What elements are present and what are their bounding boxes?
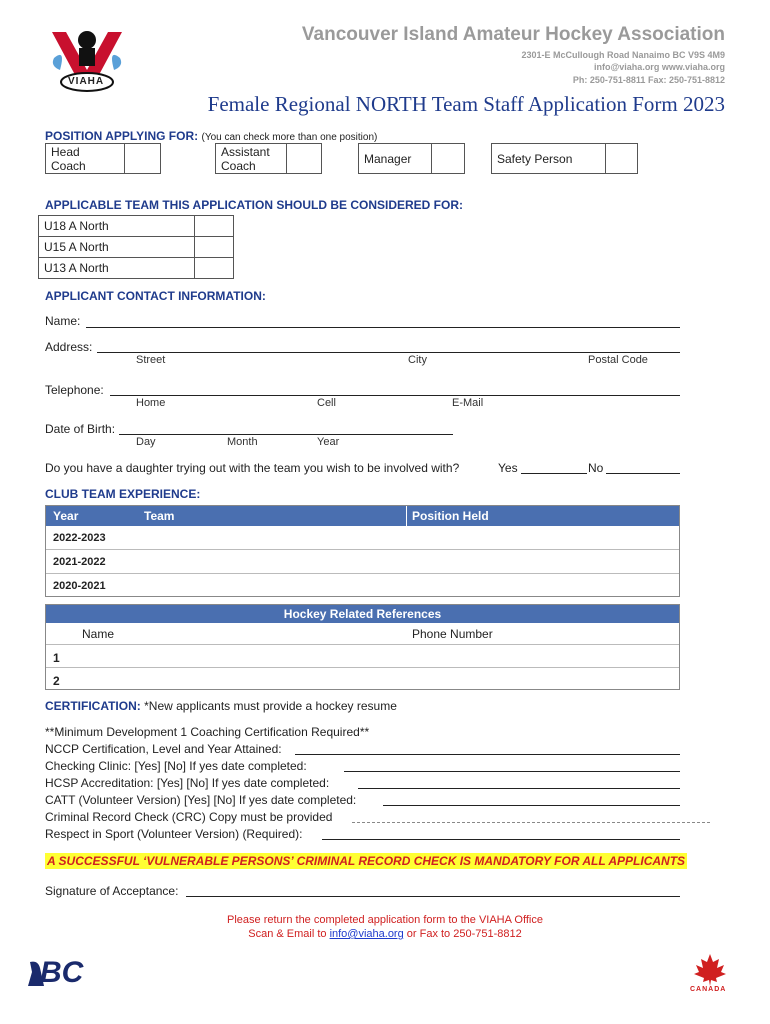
org-address: 2301-E McCullough Road Nanaimo BC V9S 4M9 [521,50,725,60]
address-city-label: City [408,354,427,366]
org-web: info@viaha.org www.viaha.org [594,62,725,72]
address-postal-label: Postal Code [588,354,648,366]
contact-heading: APPLICANT CONTACT INFORMATION: [45,289,266,303]
catt-label: CATT (Volunteer Version) [Yes] [No] If yes date completed: [45,793,357,807]
head-coach-checkbox[interactable] [124,143,161,174]
references-header-row [46,623,679,645]
team-checkbox[interactable] [195,258,234,279]
team-table [38,215,234,279]
daughter-no-field[interactable] [606,473,680,474]
crc-label: Criminal Record Check (CRC) Copy must be provided [45,810,333,824]
org-name: Vancouver Island Amateur Hockey Association [301,24,725,45]
min-cert-requirement: **Minimum Development 1 Coaching Certification Required** [45,725,370,739]
maple-leaf-icon [686,952,734,986]
crc-field[interactable] [352,822,710,823]
dob-label: Date of Birth: [45,422,116,436]
club-table [45,505,680,597]
safety-person-checkbox[interactable] [605,143,638,174]
telephone-cell-label: Cell [317,397,336,409]
club-row[interactable] [46,550,679,574]
dob-day-label: Day [136,436,156,448]
team-row [39,237,234,258]
daughter-yes-label: Yes [498,461,518,475]
position-heading: POSITION APPLYING FOR: (You can check more than one position) [45,129,378,143]
club-year: 2020-2021 [53,580,106,592]
respect-in-sport-field[interactable] [322,839,680,840]
return-instructions: Please return the completed application form to the VIAHA Office [227,914,543,926]
team-name: U13 A North [39,258,195,279]
reference-number: 1 [53,651,60,665]
club-header-row [46,506,679,526]
org-phone: Ph: 250-751-8811 Fax: 250-751-8812 [572,75,725,85]
dob-year-label: Year [317,436,340,448]
bc-logo-text: BC [40,956,84,989]
club-heading: CLUB TEAM EXPERIENCE: [45,487,201,501]
position-option-manager: Manager [358,143,432,174]
team-row [39,258,234,279]
viaha-logo [46,18,128,98]
address-field[interactable] [97,352,680,353]
telephone-home-label: Home [136,397,166,409]
telephone-email-label: E-Mail [452,397,484,409]
signature-field[interactable] [186,896,680,897]
position-option-assistant-coach: Assistant Coach [215,143,287,174]
team-name: U15 A North [39,237,195,258]
viaha-email-link[interactable]: info@viaha.org [329,928,404,940]
scan-email-line: Scan & Email to info@viaha.org or Fax to 250-751-8812 [248,928,522,940]
logo-text: VIAHA [68,76,105,87]
dob-month-label: Month [227,436,258,448]
reference-number: 2 [53,674,60,688]
reference-row[interactable] [46,645,679,668]
team-heading: APPLICABLE TEAM THIS APPLICATION SHOULD BE CONSIDERED FOR: [45,198,464,212]
nccp-label: NCCP Certification, Level and Year Attained: [45,742,282,756]
name-field[interactable] [86,327,680,328]
checking-clinic-label: Checking Clinic: [Yes] [No] If yes date completed: [45,759,307,773]
team-checkbox[interactable] [195,237,234,258]
assistant-coach-checkbox[interactable] [286,143,322,174]
club-year: 2022-2023 [53,532,106,544]
checking-clinic-field[interactable] [344,771,680,772]
certification-heading: CERTIFICATION: *New applicants must provide a hockey resume [45,699,397,713]
hockey-canada-logo [686,952,734,996]
daughter-no-label: No [588,461,604,475]
certification-note: *New applicants must provide a hockey resume [144,699,397,713]
catt-field[interactable] [383,805,680,806]
signature-label: Signature of Acceptance: [45,884,179,898]
name-label: Name: [45,314,81,328]
nccp-field[interactable] [295,754,680,755]
telephone-field[interactable] [110,395,680,396]
hcsp-label: HCSP Accreditation: [Yes] [No] If yes date completed: [45,776,330,790]
team-row [39,216,234,237]
references-table [45,604,680,690]
address-street-label: Street [136,354,166,366]
bc-hockey-logo [24,958,94,992]
club-row[interactable] [46,526,679,550]
references-col-phone: Phone Number [412,627,493,641]
team-name: U18 A North [39,216,195,237]
references-heading: Hockey Related References [46,605,679,623]
position-note: (You can check more than one position) [201,132,378,143]
club-col-year: Year [53,509,79,523]
daughter-yes-field[interactable] [521,473,587,474]
telephone-label: Telephone: [45,383,104,397]
manager-checkbox[interactable] [431,143,465,174]
respect-in-sport-label: Respect in Sport (Volunteer Version) (Required): [45,827,303,841]
daughter-question: Do you have a daughter trying out with the team you wish to be involved with? [45,461,460,475]
hcsp-field[interactable] [358,788,680,789]
position-option-head-coach: Head Coach [45,143,125,174]
form-title: Female Regional NORTH Team Staff Application Form 2023 [207,92,725,116]
address-label: Address: [45,340,93,354]
references-col-name: Name [82,627,115,641]
club-year: 2021-2022 [53,556,106,568]
position-option-safety-person: Safety Person [491,143,606,174]
dob-field[interactable] [119,434,453,435]
reference-row[interactable] [46,668,679,690]
team-checkbox[interactable] [195,216,234,237]
canada-logo-text: CANADA [690,986,727,993]
club-row[interactable] [46,574,679,597]
club-col-position: Position Held [412,509,489,523]
club-col-team: Team [144,509,175,523]
crc-warning: A SUCCESSFUL ‘VULNERABLE PERSONS’ CRIMINAL RECORD CHECK IS MANDATORY FOR ALL APPLICANTS [47,854,686,868]
